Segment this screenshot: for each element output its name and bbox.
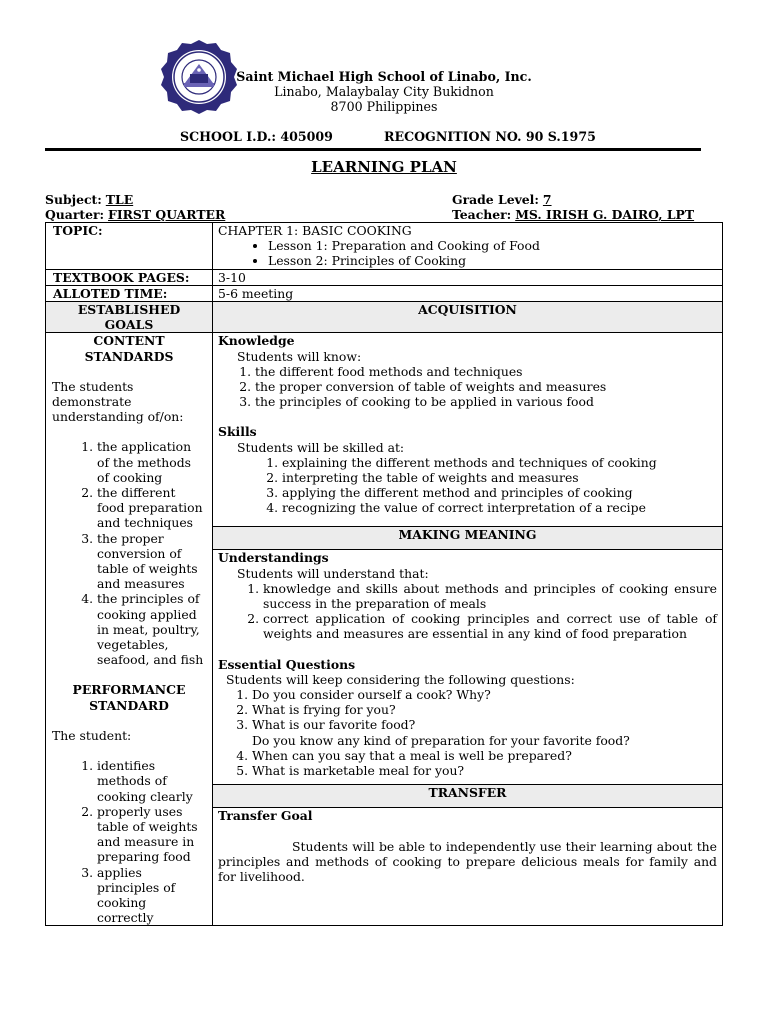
- page-title: LEARNING PLAN: [311, 158, 457, 176]
- knowledge-item: 3. the principles of cooking to be applied in various food: [255, 394, 717, 409]
- essential-questions-heading: Essential Questions: [218, 656, 356, 672]
- lesson-item: • Lesson 2: Principles of Cooking: [268, 253, 717, 268]
- subject-value: TLE: [105, 192, 134, 207]
- understandings-heading: Understandings: [218, 550, 329, 566]
- quarter-line: [45, 207, 225, 222]
- performance-standard-heading: PERFORMANCE STANDARD: [72, 682, 186, 713]
- performance-standard-list: [52, 758, 206, 925]
- goals-row: [46, 302, 723, 333]
- school-id: SCHOOL I.D.: 405009: [180, 129, 333, 144]
- learning-plan-table: [45, 222, 723, 926]
- knowledge-item: 1. the different food methods and techniques: [255, 364, 717, 379]
- making-meaning-label: MAKING MEANING: [213, 527, 723, 550]
- alloted-value: 5-6 meeting: [213, 285, 723, 301]
- grade-line: [452, 192, 552, 207]
- content-standards-intro: The students demonstrate understanding of/on:: [52, 378, 184, 425]
- established-goals-label: [46, 302, 213, 333]
- teacher-label: Teacher:: [452, 207, 512, 222]
- established-goals-text: ESTABLISHED GOALS: [77, 302, 181, 333]
- understandings-list: [218, 581, 717, 642]
- textbook-label: TEXTBOOK PAGES:: [46, 269, 213, 285]
- standards-cell: [46, 333, 213, 926]
- content-standard-item: 4. the principles of cooking applied in meat, poultry, vegetables, seafood, and fish: [97, 591, 206, 667]
- understandings-item: 1. knowledge and skills about methods and principles of cooking ensure success in the preparation of meals: [263, 581, 717, 611]
- essential-question-text: What is our favorite food?: [252, 717, 416, 733]
- acquisition-cell: [213, 333, 723, 527]
- knowledge-item: 2. the proper conversion of table of weights and measures: [255, 379, 717, 394]
- making-meaning-cell: [213, 550, 723, 785]
- textbook-row: [46, 269, 723, 285]
- alloted-row: [46, 285, 723, 301]
- grade-value: 7: [542, 192, 552, 207]
- performance-standard-item: 2. properly uses table of weights and measure in preparing food: [97, 804, 206, 865]
- transfer-goal-text: Students will be able to independently use their learning about the principles and methods of cooking to prepare delicious meals for family and for livelihood.: [218, 838, 717, 884]
- teacher-value: MS. IRISH G. DAIRO, LPT: [515, 207, 695, 222]
- skills-item: 1. explaining the different methods and techniques of cooking: [282, 455, 717, 470]
- content-row: [46, 333, 723, 527]
- essential-questions-list: [218, 687, 717, 778]
- topic-label: TOPIC:: [46, 223, 213, 270]
- knowledge-intro: Students will know:: [237, 348, 362, 364]
- topic-cell: [213, 223, 723, 270]
- topic-row: [46, 223, 723, 270]
- content-standards-heading: CONTENT STANDARDS: [84, 333, 174, 364]
- content-standard-item: 3. the proper conversion of table of weights and measures: [97, 531, 206, 592]
- essential-question-item: 1. Do you consider ourself a cook? Why?: [252, 687, 717, 702]
- performance-standard-intro: The student:: [52, 727, 132, 743]
- lesson-item: • Lesson 1: Preparation and Cooking of Food: [268, 238, 717, 253]
- content-standard-item: 1. the application of the methods of cooking: [97, 439, 206, 485]
- content-standard-item: 2. the different food preparation and techniques: [97, 485, 206, 531]
- essential-question-item: 2. What is frying for you?: [252, 702, 717, 717]
- essential-questions-intro: Students will keep considering the following questions:: [226, 671, 575, 687]
- understandings-item: 2. correct application of cooking principles and correct use of table of weights and measures are essential in any kind of food preparation: [263, 611, 717, 641]
- quarter-label: Quarter:: [45, 207, 105, 222]
- knowledge-heading: Knowledge: [218, 333, 295, 349]
- skills-list: [218, 455, 717, 516]
- transfer-cell: [213, 808, 723, 926]
- quarter-value: FIRST QUARTER: [108, 207, 226, 222]
- essential-question-item: 4. When can you say that a meal is well be prepared?: [252, 748, 717, 763]
- school-address-line1: Linabo, Malaybalay City Bukidnon: [274, 84, 494, 99]
- skills-item: 2. interpreting the table of weights and measures: [282, 470, 717, 485]
- textbook-value: 3-10: [213, 269, 723, 285]
- school-name: Saint Michael High School of Linabo, Inc.: [236, 69, 532, 84]
- content-standards-list: [52, 439, 206, 667]
- subject-line: [45, 192, 133, 207]
- recognition-number: RECOGNITION NO. 90 S.1975: [384, 129, 596, 144]
- transfer-goal-heading: Transfer Goal: [218, 808, 313, 824]
- understandings-intro: Students will understand that:: [237, 565, 429, 581]
- essential-question-item: 5. What is marketable meal for you?: [252, 763, 717, 778]
- skills-heading: Skills: [218, 424, 257, 440]
- performance-standard-item: 1. identifies methods of cooking clearly: [97, 758, 206, 804]
- essential-question-continuation: Do you know any kind of preparation for your favorite food?: [252, 732, 630, 748]
- teacher-line: [452, 207, 694, 222]
- subject-label: Subject:: [45, 192, 102, 207]
- topic-title: CHAPTER 1: BASIC COOKING: [218, 223, 412, 238]
- skills-item: 3. applying the different method and principles of cooking: [282, 485, 717, 500]
- skills-item: 4. recognizing the value of correct interpretation of a recipe: [282, 500, 717, 515]
- grade-label: Grade Level:: [452, 192, 539, 207]
- alloted-label: ALLOTED TIME:: [46, 285, 213, 301]
- knowledge-list: [218, 364, 717, 410]
- skills-intro: Students will be skilled at:: [237, 439, 405, 455]
- performance-standard-item: 3. applies principles of cooking correctly: [97, 865, 206, 926]
- essential-question-item: [252, 717, 717, 747]
- lesson-list: [218, 238, 717, 268]
- header-rule: [45, 148, 701, 151]
- acquisition-label: ACQUISITION: [213, 302, 723, 333]
- school-address-line2: 8700 Philippines: [330, 99, 438, 114]
- transfer-label: TRANSFER: [213, 785, 723, 808]
